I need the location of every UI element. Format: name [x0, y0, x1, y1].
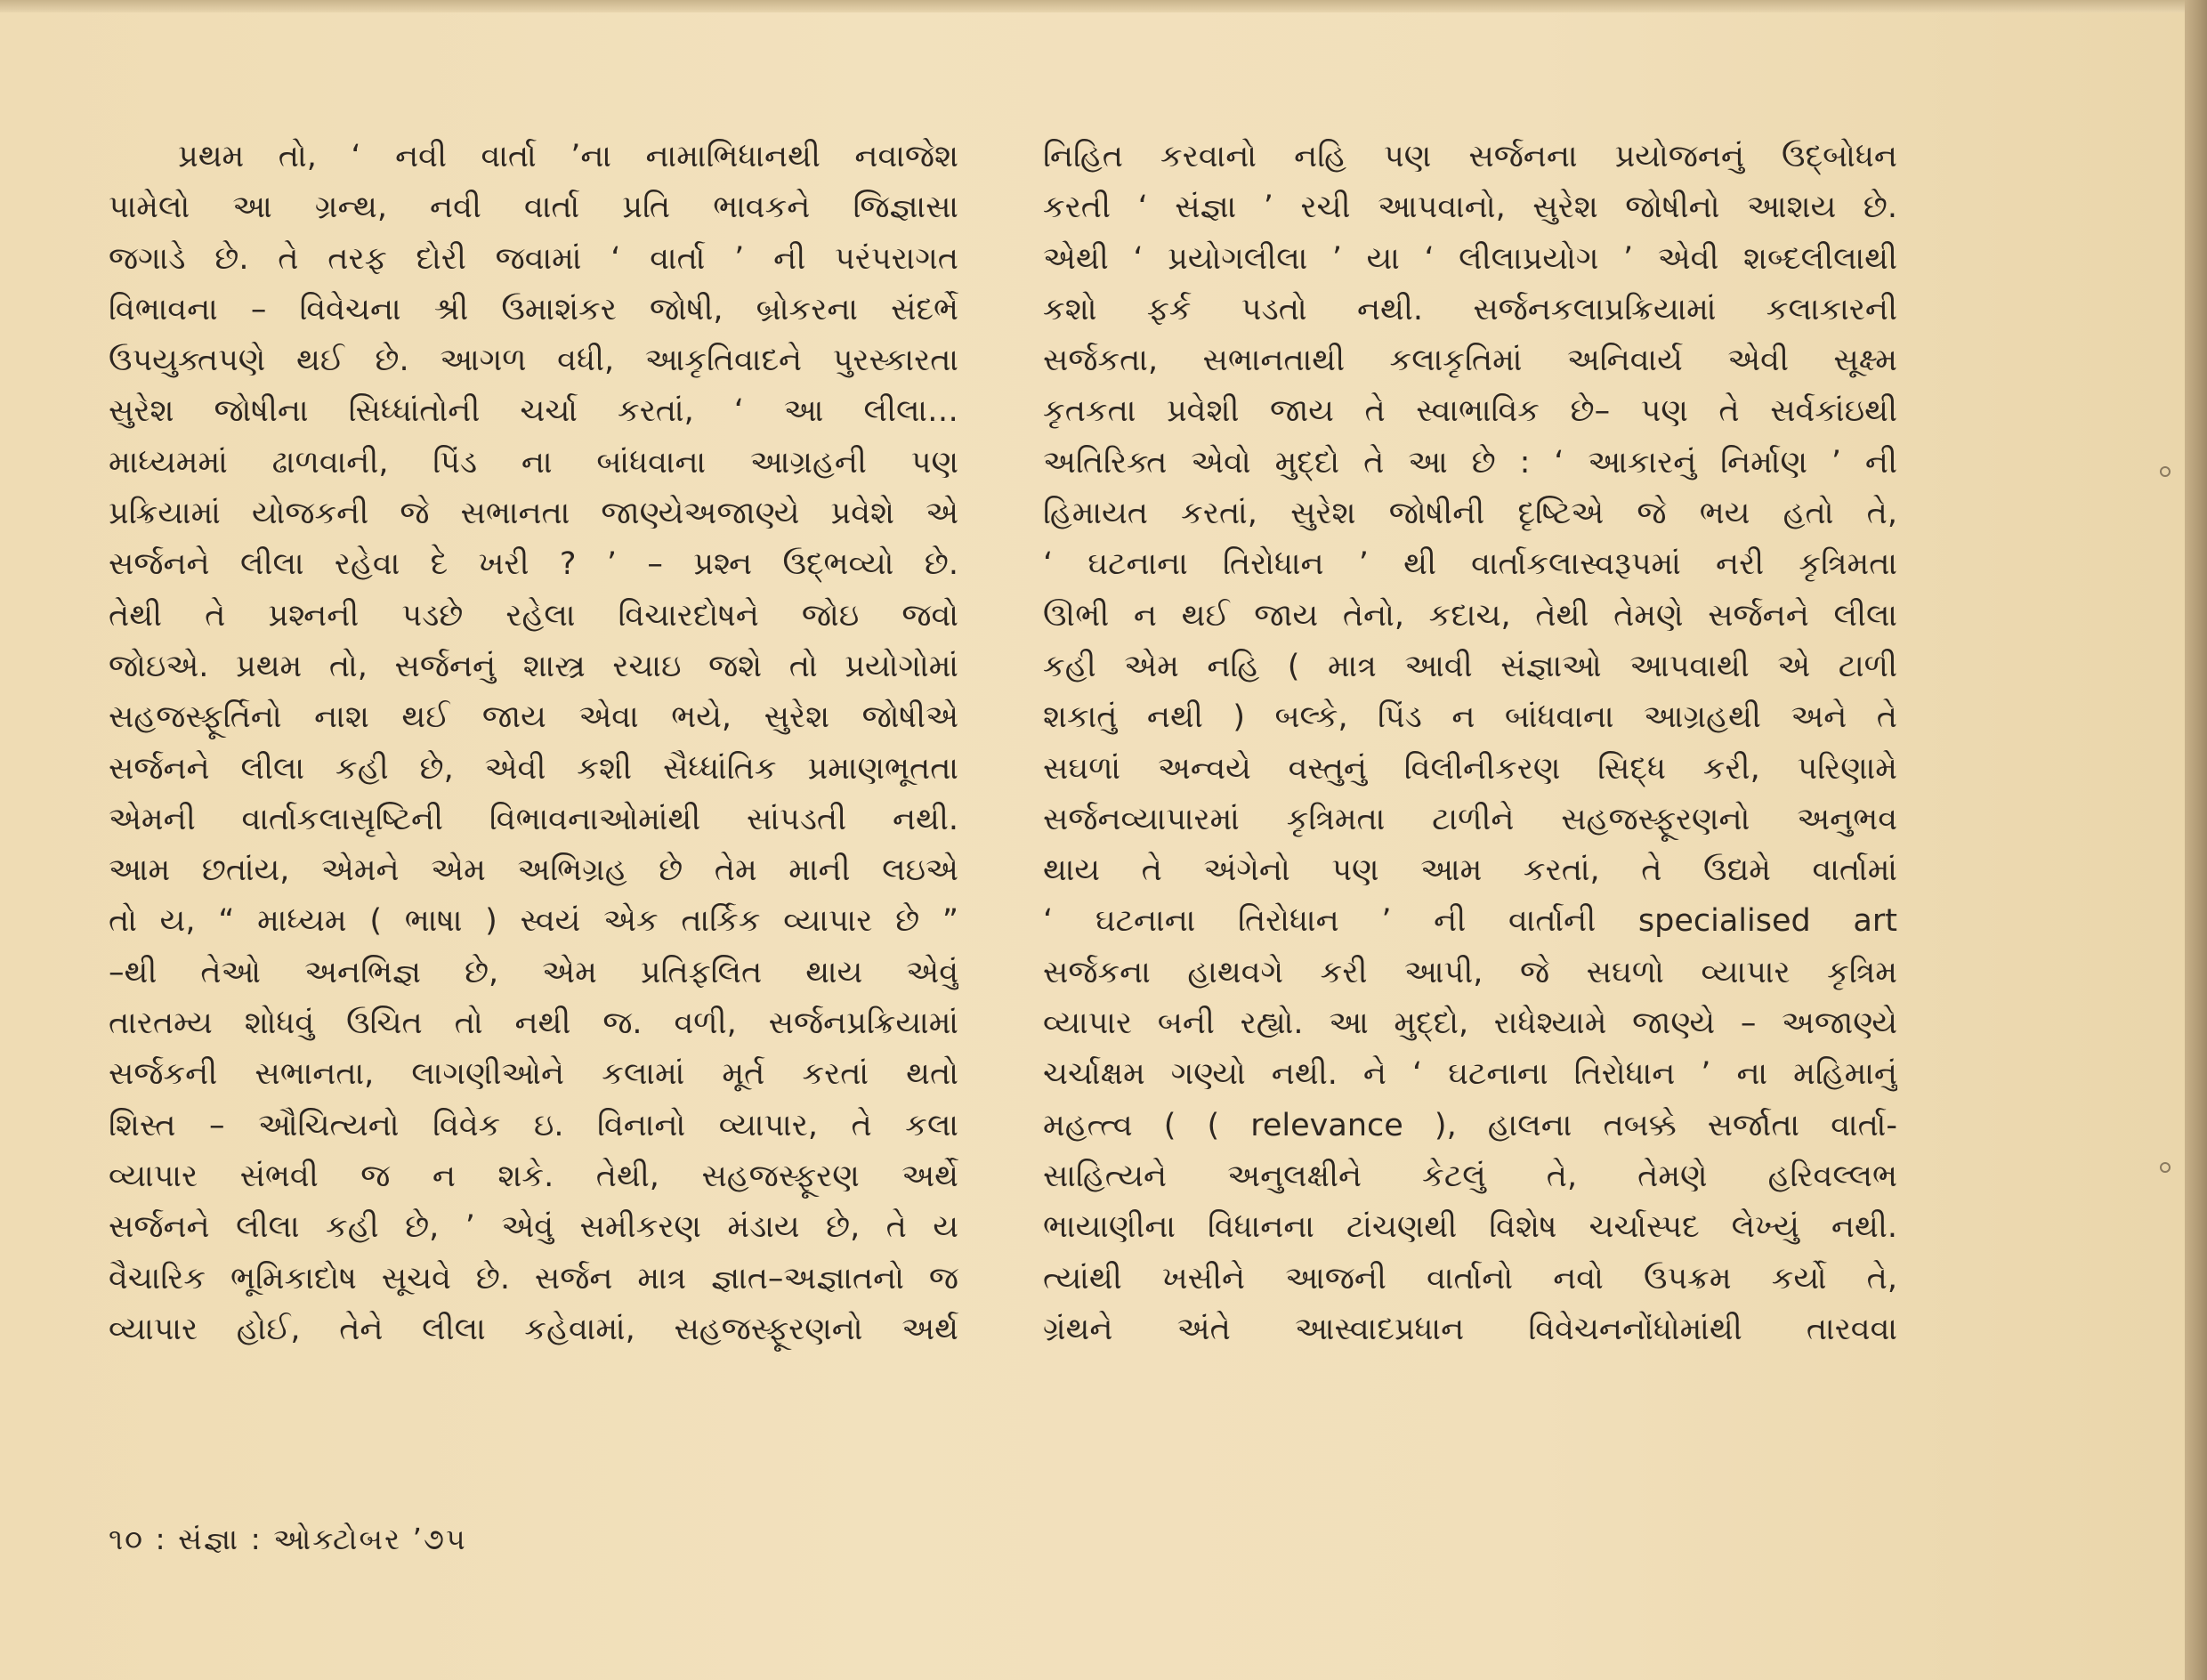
right-line: સર્જકતા, સભાનતાથી કલાકૃતિમાં અનિવાર્ય એવી સૂક્ષ્મ	[1043, 343, 1897, 379]
left-line: વિભાવના – વિવેચના શ્રી ઉમાશંકર જોષી, બ્રોકરના સંદર્ભે	[109, 291, 958, 327]
right-text-column	[1043, 132, 1897, 1355]
page-right-edge	[2185, 0, 2207, 1680]
right-line: અતિરિક્ત એવો મુદ્દો તે આ છે : ‘ આકારનું નિર્માણ ’ ની	[1043, 444, 1897, 481]
left-line: –થી તેઓ અનભિજ્ઞ છે, એમ પ્રતિફલિત થાય એવું	[109, 954, 958, 990]
right-line: મહત્ત્વ ( ( relevance ), હાલના તબક્કે સર્જાતા વાર્તા-	[1043, 1107, 1897, 1143]
right-line: વ્યાપાર બની રહ્યો. આ મુદ્દો, રાધેશ્યામે જાણ્યે – અજાણ્યે	[1043, 1006, 1897, 1042]
left-line: શિસ્ત – ઔચિત્યનો વિવેક ઇ. વિનાનો વ્યાપાર, તે કલા	[109, 1107, 958, 1143]
left-line: માધ્યમમાં ઢાળવાની, પિંડ ના બાંધવાના આગ્રહની પણ	[109, 444, 958, 481]
left-line: સુરેશ જોષીના સિધ્ધાંતોની ચર્ચા કરતાં, ‘ આ લીલા…	[109, 393, 958, 430]
left-line: એમની વાર્તાકલાસૃષ્ટિની વિભાવનાઓમાંથી સાંપડતી નથી.	[109, 801, 958, 837]
right-line: થાય તે અંગેનો પણ આમ કરતાં, તે ઉદ્યમે વાર્તામાં	[1043, 852, 1897, 889]
left-line: વૈચારિક ભૂમિકાદોષ સૂચવે છે. સર્જન માત્ર જ્ઞાત–અજ્ઞાતનો જ	[109, 1260, 958, 1296]
right-line: શકાતું નથી ) બલ્કે, પિંડ ન બાંધવાના આગ્રહથી અને તે	[1043, 699, 1897, 736]
left-line: પામેલો આ ગ્રન્થ, નવી વાર્તા પ્રતિ ભાવકને જિજ્ઞાસા	[109, 190, 958, 226]
left-line: સર્જનને લીલા રહેવા દે ખરી ? ’ – પ્રશ્ન ઉદ્ભવ્યો છે.	[109, 546, 958, 583]
right-line: કૃતકતા પ્રવેશી જાય તે સ્વાભાવિક છે– પણ તે સર્વકાંઇથી	[1043, 393, 1897, 430]
page-top-edge	[0, 0, 2185, 12]
right-line: ચર્ચાક્ષમ ગણ્યો નથી. ને ‘ ઘટનાના તિરોધાન ’ ના મહિમાનું	[1043, 1056, 1897, 1093]
right-line: કહી એમ નહિ ( માત્ર આવી સંજ્ઞાઓ આપવાથી એ ટાળી	[1043, 648, 1897, 684]
right-line: કશો ફર્ક પડતો નથી. સર્જનકલાપ્રક્રિયામાં કલાકારની	[1043, 291, 1897, 327]
page-footer: ૧૦ : સંજ્ઞા : ઓક્ટોબર ’૭૫	[109, 1522, 467, 1556]
left-line: ઉપયુક્તપણે થઈ છે. આગળ વધી, આકૃતિવાદને પુરસ્કારતા	[109, 343, 958, 379]
right-line: એથી ‘ પ્રયોગલીલા ’ યા ‘ લીલાપ્રયોગ ’ એવી શબ્દલીલાથી	[1043, 240, 1897, 277]
left-text-column	[109, 132, 958, 1355]
left-line: સહજસ્ફૂર્તિનો નાશ થઈ જાય એવા ભયે, સુરેશ જોષીએ	[109, 699, 958, 736]
right-line: ‘ ઘટનાના તિરોધાન ’ ની વાર્તાની specialised art	[1043, 903, 1897, 940]
right-line: ગ્રંથને અંતે આસ્વાદપ્રધાન વિવેચનનોંધોમાંથી તારવવા	[1043, 1311, 1897, 1347]
left-line: તારતમ્ય શોધવું ઉચિત તો નથી જ. વળી, સર્જનપ્રક્રિયામાં	[109, 1006, 958, 1042]
right-line: કરતી ‘ સંજ્ઞા ’ રચી આપવાનો, સુરેશ જોષીનો આશય છે.	[1043, 190, 1897, 226]
left-line: જોઇએ. પ્રથમ તો, સર્જનનું શાસ્ત્ર રચાઇ જશે તો પ્રયોગોમાં	[109, 648, 958, 684]
binding-hole-mark	[2160, 466, 2171, 477]
left-line: જગાડે છે. તે તરફ દોરી જવામાં ‘ વાર્તા ’ ની પરંપરાગત	[109, 240, 958, 277]
left-line: સર્જનને લીલા કહી છે, એવી કશી સૈધ્ધાંતિક પ્રમાણભૂતતા	[109, 750, 958, 787]
left-line: વ્યાપાર હોઈ, તેને લીલા કહેવામાં, સહજસ્ફૂરણનો અર્થ	[109, 1311, 958, 1347]
left-line: પ્રક્રિયામાં યોજકની જે સભાનતા જાણ્યેઅજાણ્યે પ્રવેશે એ	[109, 496, 958, 532]
left-line: સર્જનને લીલા કહી છે, ’ એવું સમીકરણ મંડાય છે, તે ય	[109, 1209, 958, 1246]
left-line: આમ છતાંય, એમને એમ અભિગ્રહ છે તેમ માની લઇએ	[109, 852, 958, 889]
left-line: સર્જકની સભાનતા, લાગણીઓને કલામાં મૂર્ત કરતાં થતો	[109, 1056, 958, 1093]
right-line: સર્જનવ્યાપારમાં કૃત્રિમતા ટાળીને સહજસ્ફૂરણનો અનુભવ	[1043, 801, 1897, 837]
right-line: સર્જકના હાથવગે કરી આપી, જે સઘળો વ્યાપાર કૃત્રિમ	[1043, 954, 1897, 990]
right-line: હિમાયત કરતાં, સુરેશ જોષીની દૃષ્ટિએ જે ભય હતો તે,	[1043, 496, 1897, 532]
left-line: તો ય, “ માધ્યમ ( ભાષા ) સ્વયં એક તાર્કિક વ્યાપાર છે ”	[109, 903, 958, 940]
right-line: ઊભી ન થઈ જાય તેનો, કદાચ, તેથી તેમણે સર્જનને લીલા	[1043, 597, 1897, 634]
left-line: પ્રથમ તો, ‘ નવી વાર્તા ’ના નામાભિધાનથી નવાજેશ	[178, 139, 958, 174]
right-line: ‘ ઘટનાના તિરોધાન ’ થી વાર્તાકલાસ્વરૂપમાં નરી કૃત્રિમતા	[1043, 546, 1897, 583]
right-line: સઘળાં અન્વયે વસ્તુનું વિલીનીકરણ સિદ્ધ કરી, પરિણામે	[1043, 750, 1897, 787]
right-line: સાહિત્યને અનુલક્ષીને કેટલું તે, તેમણે હરિવલ્લભ	[1043, 1158, 1897, 1194]
right-line: નિહિત કરવાનો નહિ પણ સર્જનના પ્રયોજનનું ઉદ્બોધન	[1043, 139, 1897, 174]
right-line: ભાયાણીના વિધાનના ટાંચણથી વિશેષ ચર્ચાસ્પદ લેખ્યું નથી.	[1043, 1209, 1897, 1246]
binding-hole-mark	[2160, 1162, 2171, 1173]
right-line: ત્યાંથી ખસીને આજની વાર્તાનો નવો ઉપક્રમ કર્યો તે,	[1043, 1260, 1897, 1296]
left-line: તેથી તે પ્રશ્નની પડછે રહેલા વિચારદોષને જોઇ જવો	[109, 597, 958, 634]
left-line: વ્યાપાર સંભવી જ ન શકે. તેથી, સહજસ્ફૂરણ અર્થે	[109, 1158, 958, 1194]
